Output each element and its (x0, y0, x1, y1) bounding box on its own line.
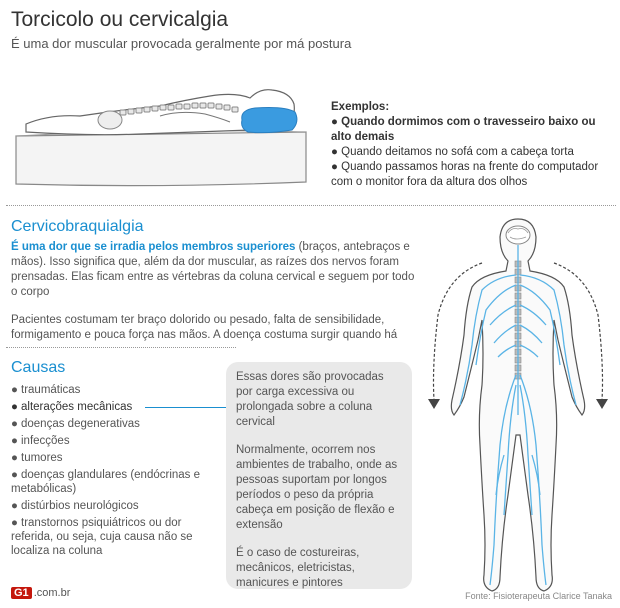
arrow-right-icon (596, 399, 608, 409)
section-divider (6, 205, 616, 206)
callout-paragraph: É o caso de costureiras, mecânicos, eletricistas, manicures e pintores (236, 547, 360, 589)
source-credit: Fonte: Fisioterapeuta Clarice Tanaka (465, 591, 612, 601)
causa-item: ● infecções (11, 435, 70, 447)
causas-list (11, 383, 216, 561)
examples-heading: Exemplos: (331, 101, 390, 113)
causa-item: ● distúrbios neurológicos (11, 500, 139, 512)
bullet-icon: ● (11, 418, 18, 430)
cervicobraquialgia-text: (braços, antebraços e mãos). Isso significa que, além da dor muscular, as raízes dos nervos foram prensadas. Elas ficam entre as vértebras da coluna cervical e seguem por todo o corpo (11, 241, 415, 298)
bullet-icon: ● (11, 435, 18, 447)
page-title: Torcicolo ou cervicalgia (11, 8, 229, 31)
causa-item: ● doenças glandulares (endócrinas e metabólicas) (11, 469, 201, 495)
bullet-icon: ● (11, 452, 18, 464)
g1-logo-mark: G1 (11, 587, 32, 599)
bullet-icon: ● (11, 517, 18, 529)
bullet-icon: ● (11, 384, 18, 396)
example-item: ● Quando dormimos com o travesseiro baixo ou alto demais (331, 116, 596, 143)
causa-item: ● doenças degenerativas (11, 418, 140, 430)
causa-item: ● tumores (11, 452, 63, 464)
bullet-icon: ● (11, 401, 18, 413)
example-item: ● Quando deitamos no sofá com a cabeça torta (331, 146, 574, 158)
cervicobraquialgia-symptoms: Pacientes costumam ter braço dolorido ou pesado, falta de sensibilidade, formigamento e pouca força nas mãos. A doença costuma surgir quando há (11, 314, 398, 341)
causa-item: ● traumáticas (11, 384, 81, 396)
causas-title: Causas (11, 359, 66, 376)
examples-block (331, 100, 616, 190)
callout-paragraph: Normalmente, ocorrem nos ambientes de trabalho, onde as pessoas suportam por longos períodos o peso da própria cabeça em posição de flexão e extensão (236, 444, 398, 531)
example-item: ● Quando passamos horas na frente do computador com o monitor fora da altura dos olhos (331, 161, 599, 188)
callout-paragraph: Essas dores são provocadas por carga excessiva ou prolongada sobre a coluna cervical (236, 371, 384, 428)
nervous-system-illustration (420, 215, 616, 605)
causa-item: ● transtornos psiquiátricos ou dor referida, ou seja, cuja causa não se localiza na coluna (11, 517, 193, 557)
causes-callout (226, 362, 412, 589)
page-subtitle: É uma dor muscular provocada geralmente por má postura (11, 36, 352, 51)
g1-logo (11, 587, 70, 599)
g1-logo-domain: .com.br (33, 587, 71, 599)
bullet-icon: ● (11, 500, 18, 512)
section-divider (6, 347, 236, 348)
bullet-icon: ● (11, 469, 18, 481)
callout-connector (145, 407, 235, 408)
cervicobraquialgia-highlight: É uma dor que se irradia pelos membros superiores (11, 241, 296, 253)
cervicobraquialgia-title: Cervicobraquialgia (11, 218, 144, 235)
cervicobraquialgia-description (11, 240, 419, 300)
arrow-left-icon (428, 399, 440, 409)
causa-item: ● alterações mecânicas (11, 401, 133, 413)
sleeping-person-illustration (10, 70, 320, 190)
